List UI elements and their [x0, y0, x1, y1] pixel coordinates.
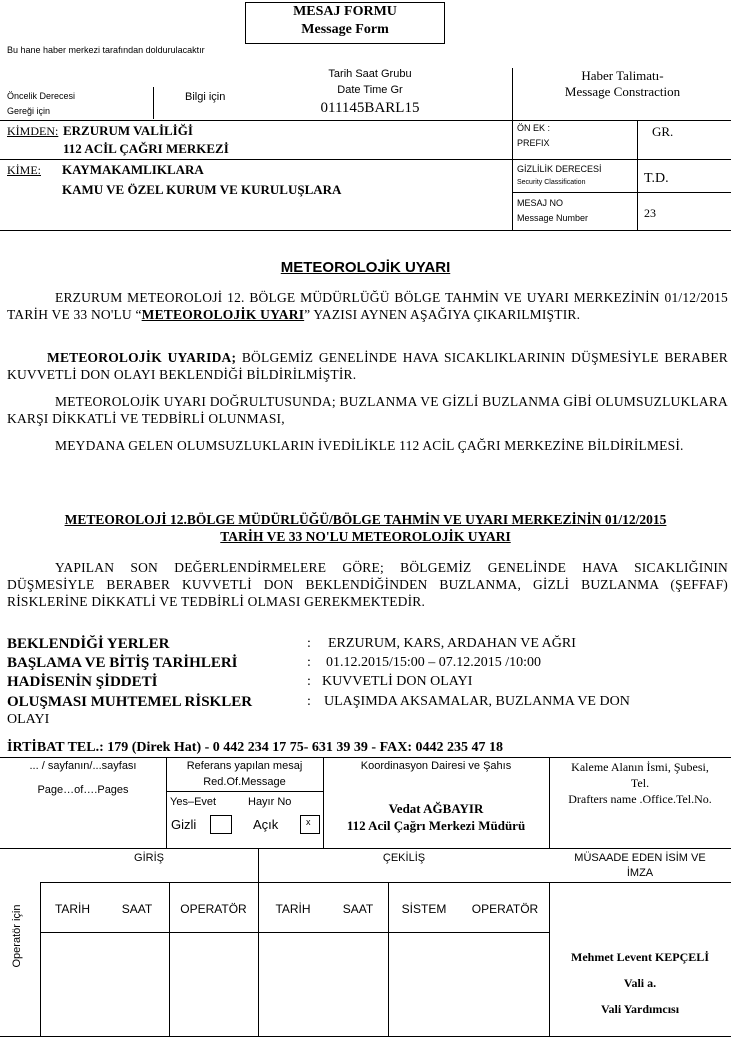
from-line-2: 112 ACİL ÇAĞRI MERKEZİ: [63, 141, 229, 156]
ref-line: [166, 791, 323, 792]
header-line-3: [512, 192, 731, 193]
msgno-label: MESAJ NO: [517, 198, 564, 208]
prefix-value: GR.: [652, 124, 674, 139]
dtg-label: Tarih Saat Grubu: [328, 68, 412, 80]
to-label: KİME:: [7, 163, 41, 177]
footer-top-line: [0, 757, 731, 758]
paragraph-caution: [7, 393, 728, 427]
contact-line: İRTİBAT TEL.: 179 (Direk Hat) - 0 442 234 17 75- 631 39 39 - FAX: 0442 235 47 18: [7, 740, 503, 755]
coord-title: 112 Acil Çağrı Merkezi Müdürü: [346, 818, 526, 833]
col-exit-time: SAAT: [342, 902, 374, 916]
classification-sub: Security Classification: [517, 179, 586, 186]
paragraph-warning-lead: METEOROLOJİK UYARIDA;: [47, 350, 237, 365]
paragraph-warning: [7, 349, 728, 383]
row-colon-4: :: [307, 694, 311, 709]
paragraph-intro-post: ” YAZISI AYNEN AŞAĞIYA ÇIKARILMIŞTIR.: [304, 307, 581, 322]
instr-label: Haber Talimatı-: [581, 68, 664, 83]
col-entry-date: TARİH: [54, 902, 91, 916]
drafter-label: Kaleme Alanın İsmi, Şubesi,: [571, 760, 709, 774]
signatory-title-1: Vali a.: [623, 976, 657, 990]
to-line-1: KAYMAKAMLIKLARA: [62, 162, 204, 177]
prefix-divider: [637, 120, 638, 230]
row-value-dates: 01.12.2015/15:00 – 07.12.2015 /10:00: [326, 655, 542, 670]
classification-label: GİZLİLİK DERECESİ: [517, 164, 602, 174]
header-line-1: [0, 120, 731, 121]
footer-mid-line: [0, 848, 731, 849]
exit-label: ÇEKİLİŞ: [382, 852, 426, 864]
msgno-sub: Message Number: [517, 213, 589, 223]
cols-bottom-line: [40, 932, 550, 933]
coord-name: Vedat AĞBAYIR: [388, 801, 484, 816]
from-label: KİMDEN:: [7, 124, 59, 138]
pages-sub: Page…of….Pages: [37, 784, 129, 796]
entry-label: GİRİŞ: [134, 852, 164, 864]
approver-label-2: İMZA: [626, 867, 654, 879]
col-exit-date: TARİH: [275, 902, 311, 916]
instr-sub: Message Constraction: [564, 84, 681, 99]
paragraph-intro-pre: ERZURUM METEOROLOJİ 12. BÖLGE MÜDÜRLÜĞÜ BÖLGE TAHMİN VE UYARI MERKEZİNİN 01/12/2015 TARİH VE 33 NO'LU “: [7, 290, 728, 322]
info-label: Bilgi için: [185, 91, 226, 103]
paragraph-report: [7, 437, 728, 454]
open-label: Açık: [253, 817, 279, 832]
row-colon-3: :: [307, 674, 311, 689]
yes-label: Yes–Evet: [170, 796, 217, 808]
priority-sub: Gereği için: [7, 106, 51, 116]
row-label-locations: BEKLENDİĞİ YERLER: [7, 636, 170, 652]
document-title: METEOROLOJİK UYARI: [280, 259, 451, 276]
row-colon-1: :: [307, 636, 311, 651]
ref-sub: Red.Of.Message: [203, 776, 286, 788]
fill-note: Bu hane haber merkezi tarafından doldurulacaktır: [7, 45, 205, 55]
ref-label: Referans yapılan mesaj: [186, 760, 303, 772]
subtitle-line-1: METEOROLOJİ 12.BÖLGE MÜDÜRLÜĞÜ/BÖLGE TAHMİN VE UYARI MERKEZİNİN 01/12/2015: [64, 512, 667, 527]
paragraph-intro-ref: METEOROLOJİK UYARI: [141, 307, 305, 322]
classification-value: T.D.: [644, 171, 669, 186]
open-checkbox-mark: x: [306, 817, 311, 827]
cols-top-line: [40, 882, 731, 883]
col-exit-system: SİSTEM: [401, 902, 447, 916]
drafter-sub: Drafters name .Office.Tel.No.: [568, 792, 712, 806]
row-value-risks-cont: OLAYI: [7, 712, 50, 727]
pages-label: ... / sayfanın/...sayfası: [29, 760, 137, 772]
header-mid-divider: [512, 68, 513, 230]
footer-bottom-line: [0, 1036, 731, 1037]
to-line-2: KAMU VE ÖZEL KURUM VE KURULUŞLARA: [62, 182, 342, 197]
paragraph-caution-text: METEOROLOJİK UYARI DOĞRULTUSUNDA; BUZLANMA VE GİZLİ BUZLANMA GİBİ OLUMSUZLUKLARA KARŞI DİKKATLİ VE TEDBİRLİ OLUNMASI,: [7, 394, 728, 426]
paragraph-warning-rest: BÖLGEMİZ GENELİNDE HAVA SICAKLIKLARININ DÜŞMESİYLE BERABER KUVVETLİ DON OLAYI BEKLENDİĞİ BİLDİRİLMİŞTİR.: [7, 350, 728, 382]
row-label-severity: HADİSENİN ŞİDDETİ: [7, 674, 158, 690]
col-entry-time: SAAT: [121, 902, 153, 916]
secret-checkbox[interactable]: [210, 815, 232, 834]
row-value-locations: ERZURUM, KARS, ARDAHAN VE AĞRI: [328, 636, 576, 651]
msgno-value: 23: [644, 206, 656, 220]
priority-divider: [153, 87, 154, 119]
col-entry-operator: OPERATÖR: [180, 902, 247, 916]
form-subtitle: Message Form: [301, 22, 389, 37]
secret-label: Gizli: [171, 817, 197, 832]
drafter-tel: Tel.: [630, 776, 650, 790]
col-exit-operator: OPERATÖR: [471, 902, 539, 916]
header-bottom-line: [0, 230, 731, 231]
paragraph-intro: [7, 289, 728, 323]
no-label: Hayır No: [248, 796, 292, 808]
row-colon-2: :: [307, 655, 311, 670]
prefix-sub: PREFIX: [517, 138, 550, 148]
row-value-risks: ULAŞIMDA AKSAMALAR, BUZLANMA VE DON: [324, 694, 630, 709]
prefix-label: ÖN EK :: [517, 123, 551, 133]
signatory-title-2: Vali Yardımcısı: [600, 1002, 680, 1016]
signatory-name: Mehmet Levent KEPÇELİ: [571, 950, 709, 964]
priority-label: Öncelik Derecesi: [7, 91, 76, 101]
paragraph-report-text: MEYDANA GELEN OLUMSUZLUKLARIN İVEDİLİKLE 112 ACİL ÇAĞRI MERKEZİNE BİLDİRİLMESİ.: [55, 438, 684, 453]
dtg-sub: Date Time Gr: [337, 84, 403, 96]
from-line-1: ERZURUM VALİLİĞİ: [63, 123, 193, 138]
operator-side-label: Operatör için: [11, 904, 23, 968]
row-label-risks: OLUŞMASI MUHTEMEL RİSKLER: [7, 694, 253, 710]
row-value-severity: KUVVETLİ DON OLAYI: [322, 674, 473, 689]
header-line-2: [0, 159, 731, 160]
dtg-value: 011145BARL15: [320, 100, 420, 116]
approver-label: MÜSAADE EDEN İSİM VE: [574, 852, 706, 864]
paragraph-evaluation: [7, 559, 728, 610]
subtitle-line-2: TARİH VE 33 NO'LU METEOROLOJİK UYARI: [220, 529, 511, 544]
coord-label: Koordinasyon Dairesi ve Şahıs: [360, 760, 512, 772]
row-label-dates: BAŞLAMA VE BİTİŞ TARİHLERİ: [7, 655, 238, 671]
form-title: MESAJ FORMU: [293, 4, 397, 19]
entry-exit-divider: [258, 848, 259, 1036]
paragraph-evaluation-text: YAPILAN SON DEĞERLENDİRMELERE GÖRE; BÖLGEMİZ GENELİNDE HAVA SICAKLIĞININ DÜŞMESİYLE BERABER KUVVETLİ DON BEKLENDİĞİNDEN BUZLANMA, GİZLİ BUZLANMA (ŞEFFAF) RİSKLERİNE DİKKATLİ VE TEDBİRLİ OLMASI GEREKMEKTEDİR.: [7, 560, 728, 609]
